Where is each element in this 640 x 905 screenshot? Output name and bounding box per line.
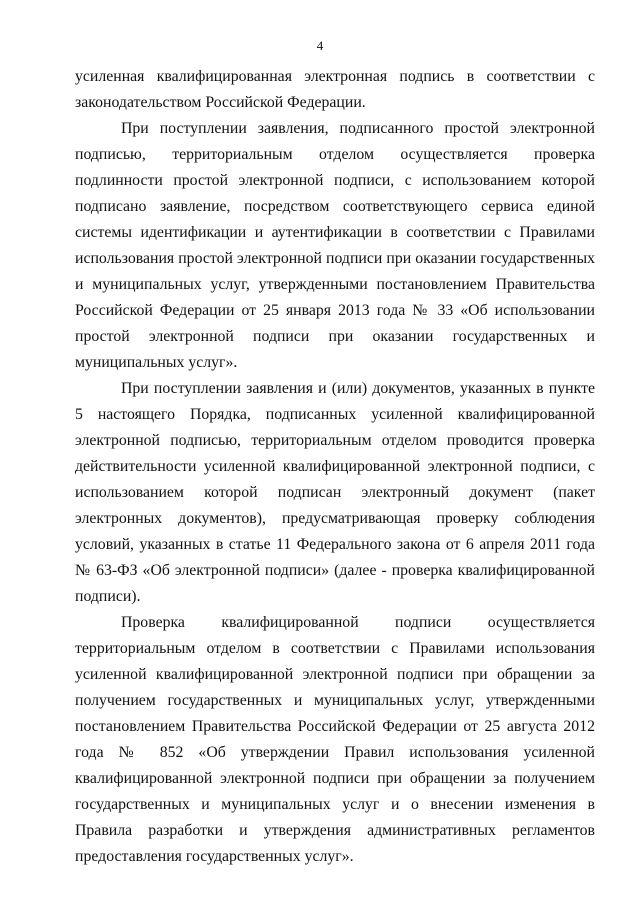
paragraph-qualified-signature-check: При поступлении заявления и (или) документов, указанных в пункте 5 настоящего Порядка, подписанных усиленной квалифицированной электронной подписью, территориальным отделом проводится проверка действительности усиленной квалифицированной электронной подписи, с использованием которой подписан электронный документ (пакет электронных документов), предусматривающая проверку соблюдения условий, указанных в статье 11 Федерального закона от 6 апреля 2011 года № 63-ФЗ «Об электронной подписи» (далее - проверка квалифицированной подписи). [75,380,595,605]
paragraph-simple-signature-check: При поступлении заявления, подписанного простой электронной подписью, территориальным отделом осуществляется проверка подлинности простой электронной подписи, с использованием которой подписано заявление, посредством соответствующего сервиса единой системы идентификации и аутентификации в соответствии с Правилами использования простой электронной подписи при оказании государственных и муниципальных услуг, утвержденными постановлением Правительства Российской Федерации от 25 января 2013 года № 33 «Об использовании простой электронной подписи при оказании государственных и муниципальных услуг». [75,120,595,371]
document-body [75,64,595,870]
paragraph-continuation: усиленная квалифицированная электронная подпись в соответствии с законодательством Российской Федерации. [75,68,595,111]
page-number: 4 [316,38,324,53]
paragraph-qualified-check-rules: Проверка квалифицированной подписи осуществляется территориальным отделом в соответствии с Правилами использования усиленной квалифицированной электронной подписи при обращении за получением государственных и муниципальных услуг, утвержденными постановлением Правительства Российской Федерации от 25 августа 2012 года № 852 «Об утверждении Правил использования усиленной квалифицированной электронной подписи при обращении за получением государственных и муниципальных услуг и о внесении изменения в Правила разработки и утверждения административных регламентов предоставления государственных услуг». [75,614,595,865]
